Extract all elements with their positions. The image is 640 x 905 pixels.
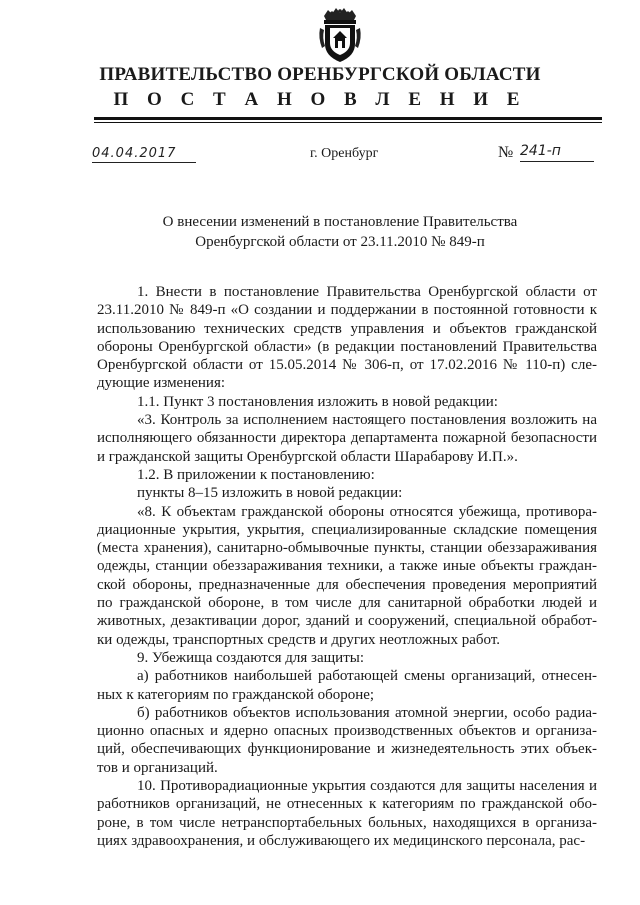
body-paragraph: 1.1. Пункт 3 постановления изложить в новой редакции: (137, 393, 498, 410)
document-date: 04.04.2017 (92, 146, 177, 161)
government-title: ПРАВИТЕЛЬСТВО ОРЕНБУРГСКОЙ ОБЛАСТИ (99, 64, 541, 85)
body-paragraph: 1. Внести в постановление Правительства Оренбургской области от 23.11.2010 № 849-п «О создании и поддержании в постоянной готовности к использованию технических средств управления и объектов гражданской обороны Оренбургской области» (в редакции постановлений Правительства Оренбургской области от 15.05.2014 № 306-п, от 17.02.2016 № 110-п) следующие изменения: (97, 284, 597, 392)
header-divider-thick (94, 117, 602, 120)
document-body (97, 283, 597, 850)
body-paragraph: 1.2. В приложении к постановлению: (137, 466, 375, 483)
body-paragraph: а) работников наибольшей работающей смены организаций, отнесенных к категориям по гражданской обороне; (97, 668, 597, 703)
document-city: г. Оренбург (310, 146, 379, 161)
header-divider-thin (94, 122, 602, 123)
body-paragraph: 9. Убежища создаются для защиты: (137, 649, 364, 666)
number-underline (520, 161, 594, 162)
body-paragraph: 10. Противорадиационные укрытия создаются для защиты населения и работников организаций, не отнесенных к категориям по гражданской обороне, в том числе нетранспортабельных больных, находящихся в организациях здравоохранения, и обслуживающего их медицинского персонала, рас- (97, 778, 597, 849)
document-type-title: П О С Т А Н О В Л Е Н И Е (113, 89, 527, 110)
number-sign: № (498, 144, 514, 161)
date-underline (92, 162, 196, 163)
orenburg-coat-of-arms-icon (318, 8, 362, 64)
body-paragraph: «3. Контроль за исполнением настоящего постановления возложить на исполняющего обязанности директора департамента пожарной безопасности и гражданской защиты Оренбургской области Шарабарову И.П.». (97, 412, 597, 465)
document-subject: О внесении изменений в постановление Правительства Оренбургской области от 23.11.2010 № 849-п (162, 214, 518, 250)
body-paragraph: «8. К объектам гражданской обороны относятся убежища, противорадиационные укрытия, укрытия, специализированные складские помещения (места хранения), санитарно-обмывочные пункты, станции обеззараживания одежды, станции обеззараживания техники, а также иные объекты гражданской обороны, предназначенные для обеспечения проведения мероприятий по гражданской обороне, в том числе для санитарной обработки людей и животных, дезактивации дорог, зданий и сооружений, специальной обработки одежды, транспортных средств и других неотложных работ. (97, 503, 597, 648)
body-paragraph: б) работников объектов использования атомной энергии, особо радиационно опасных и ядерно опасных производственных объектов и организаций, обеспечивающих функционирование и жизнедеятельность этих объектов и организаций. (97, 704, 597, 776)
document-number: 241-п (520, 143, 561, 159)
body-paragraph: пункты 8–15 изложить в новой редакции: (137, 485, 403, 502)
